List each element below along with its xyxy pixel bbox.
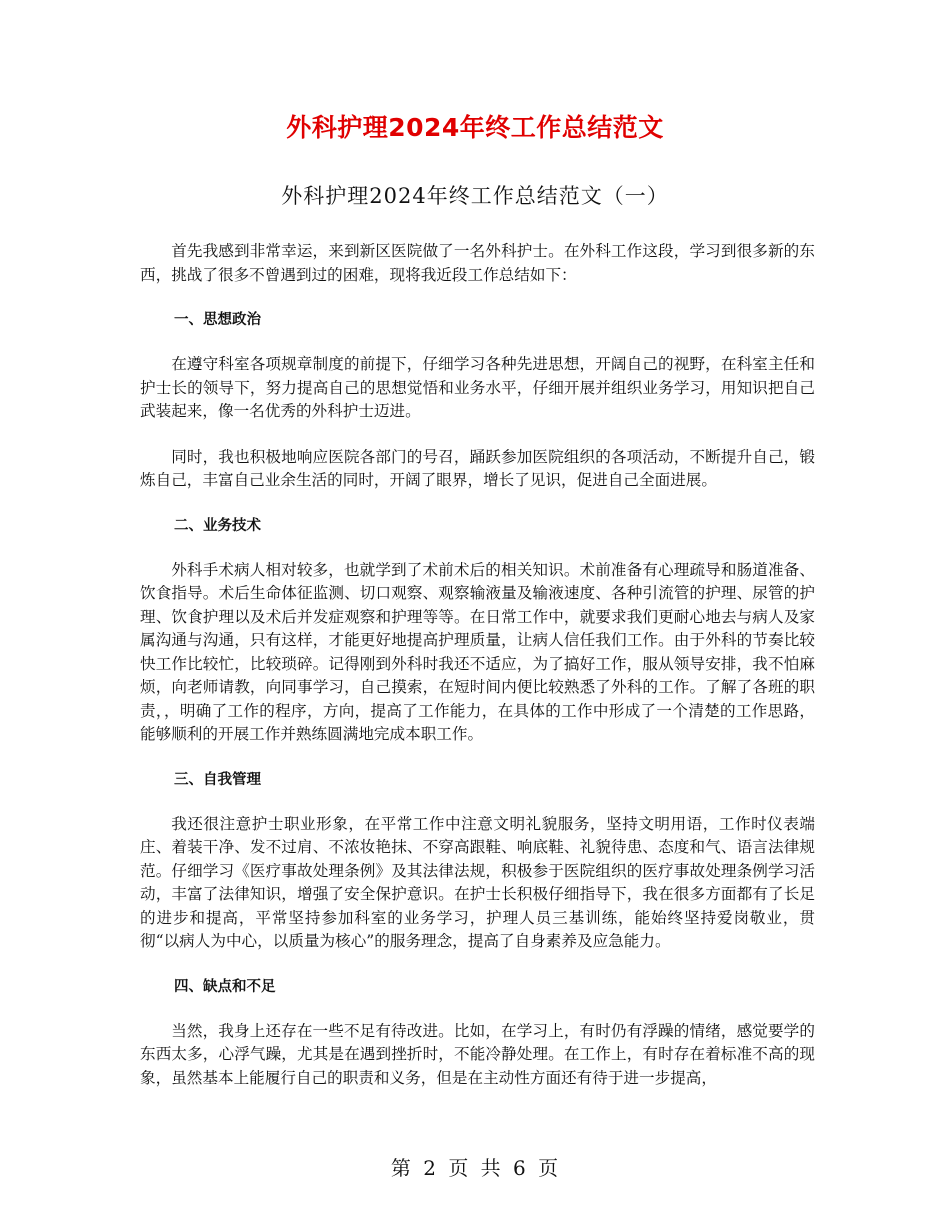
current-page-number: 2 (423, 1156, 437, 1180)
section-heading-self-management: 三、自我管理 (174, 771, 261, 788)
section-heading-skills: 二、业务技术 (174, 517, 261, 534)
document-body (140, 240, 815, 1112)
footer-word-ye: 页 (448, 1156, 470, 1180)
section-heading-shortcomings: 四、缺点和不足 (174, 978, 276, 995)
document-title: 外科护理2024年终工作总结范文 (286, 113, 664, 142)
total-page-count: 6 (513, 1156, 527, 1180)
footer-word-gong: 共 (480, 1156, 502, 1180)
intro-paragraph: 首先我感到非常幸运，来到新区医院做了一名外科护士。在外科工作这段，学习到很多新的东西，挑战了很多不曾遇到过的困难，现将我近段工作总结如下： (140, 242, 815, 284)
politics-paragraph-2: 同时，我也积极地响应医院各部门的号召，踊跃参加医院组织的各项活动，不断提升自己，锻炼自己，丰富自己业余生活的同时，开阔了眼界，增长了见识，促进自己全面进展。 (140, 447, 815, 489)
page-number-footer (0, 1152, 950, 1181)
skills-paragraph: 外科手术病人相对较多，也就学到了术前术后的相关知识。术前准备有心理疏导和肠道准备、饮食指导。术后生命体征监测、切口观察、观察输液量及输液速度、各种引流管的护理、尿管的护理、饮食护理以及术后并发症观察和护理等等。在日常工作中，就要求我们更耐心地去与病人及家属沟通与沟通，只有这样，才能更好地提高护理质量，让病人信任我们工作。由于外科的节奏比较快工作比较忙，比较琐碎。记得刚到外科时我还不适应，为了搞好工作，服从领导安排，我不怕麻烦，向老师请教，向同事学习，自己摸索，在短时间内便比较熟悉了外科的工作。了解了各班的职责，，明确了工作的程序，方向，提高了工作能力，在具体的工作中形成了一个清楚的工作思路，能够顺利的开展工作并熟练圆满地完成本职工作。 (140, 560, 815, 743)
politics-paragraph-1: 在遵守科室各项规章制度的前提下，仔细学习各种先进思想，开阔自己的视野，在科室主任和护士长的领导下，努力提高自己的思想觉悟和业务水平，仔细开展并组织业务学习，用知识把自己武装起来，像一名优秀的外科护士迈进。 (140, 355, 815, 420)
document-subtitle: 外科护理2024年终工作总结范文（一） (281, 184, 669, 208)
section-heading-politics: 一、思想政治 (174, 312, 261, 328)
footer-word-ye-2: 页 (538, 1156, 560, 1180)
shortcomings-paragraph: 当然，我身上还存在一些不足有待改进。比如，在学习上，有时仍有浮躁的情绪，感觉要学的东西太多，心浮气躁，尤其是在遇到挫折时，不能冷静处理。在工作上，有时存在着标准不高的现象，虽然基本上能履行自己的职责和义务，但是在主动性方面还有待于进一步提高， (140, 1021, 815, 1087)
footer-word-di: 第 (390, 1156, 412, 1180)
self-management-paragraph: 我还很注意护士职业形象，在平常工作中注意文明礼貌服务，坚持文明用语，工作时仪表端庄、着装干净、发不过肩、不浓妆艳抹、不穿高跟鞋、响底鞋、礼貌待患、态度和气、语言法律规范。仔细学习《医疗事故处理条例》及其法律法规，积极参于医院组织的医疗事故处理条例学习活动，丰富了法律知识，增强了安全保护意识。在护士长积极仔细指导下，我在很多方面都有了长足的进步和提高，平常坚持参加科室的业务学习，护理人员三基训练，能始终坚持爱岗敬业，贯彻“以病人为中心，以质量为核心”的服务理念，提高了自身素养及应急能力。 (140, 814, 815, 950)
